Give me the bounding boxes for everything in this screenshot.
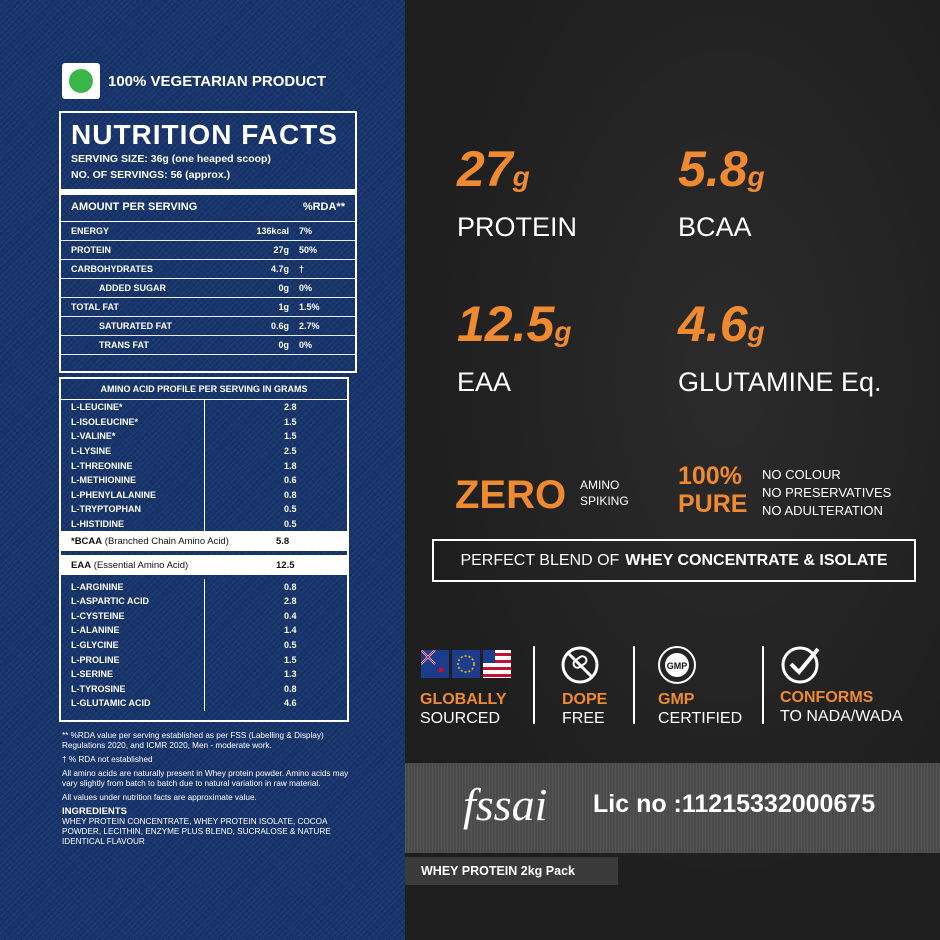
veg-text: 100% VEGETARIAN PRODUCT bbox=[108, 72, 327, 90]
gmp-seal-text: GMP bbox=[666, 661, 688, 671]
nutrient-rda: 7% bbox=[299, 226, 313, 236]
serving-size: SERVING SIZE: 36g (one heaped scoop) bbox=[71, 153, 271, 165]
stat-unit: g bbox=[747, 316, 765, 347]
pack-label: WHEY PROTEIN 2kg Pack bbox=[405, 857, 618, 885]
stat-eaa bbox=[457, 298, 571, 398]
eaa-value: 12.5 bbox=[276, 559, 295, 571]
stat-value: 27 bbox=[457, 141, 513, 197]
check-icon bbox=[780, 643, 822, 685]
nutrient-name: TOTAL FAT bbox=[71, 302, 119, 312]
amino-name: L-ARGININE bbox=[71, 581, 124, 592]
amino-value: 1.5 bbox=[284, 416, 297, 427]
stat-label: PROTEIN bbox=[457, 212, 578, 242]
amino-value: 1.3 bbox=[284, 669, 297, 680]
veg-mark-icon bbox=[62, 63, 100, 99]
amino-name: L-GLYCINE bbox=[71, 640, 119, 651]
nutrient-qty: 0g bbox=[278, 283, 289, 293]
bcaa-row bbox=[61, 531, 347, 551]
amino-value: 0.5 bbox=[284, 519, 297, 530]
pure-item: NO COLOUR bbox=[762, 467, 841, 482]
amino-acid-panel bbox=[59, 377, 349, 722]
eaa-label: EAA bbox=[71, 559, 92, 571]
nutrient-qty: 1g bbox=[278, 302, 289, 312]
nutrient-rda: 1.5% bbox=[299, 302, 320, 312]
amino-name: L-METHIONINE bbox=[71, 475, 136, 486]
amino-value: 1.5 bbox=[284, 431, 297, 442]
amino-value: 0.8 bbox=[284, 683, 297, 694]
ingredients-text: WHEY PROTEIN CONCENTRATE, WHEY PROTEIN ISOLATE, COCOA POWDER, LECITHIN, ENZYME PLUS BLEND, SUCRALOSE & NATURE IDENTICAL FLAVOUR bbox=[62, 817, 331, 846]
bcaa-label: *BCAA bbox=[71, 535, 103, 547]
nutrition-header bbox=[61, 195, 355, 222]
nutrition-row bbox=[61, 260, 355, 279]
amino-name: L-PHENYLALANINE bbox=[71, 489, 156, 500]
amino-value: 0.4 bbox=[284, 610, 297, 621]
amino-name: L-ASPARTIC ACID bbox=[71, 596, 149, 607]
amino-name: L-PROLINE bbox=[71, 654, 120, 665]
zero-line-2: SPIKING bbox=[580, 494, 629, 508]
stat-label: EAA bbox=[457, 367, 512, 397]
footnotes bbox=[62, 731, 352, 851]
amino-value: 0.8 bbox=[284, 581, 297, 592]
pure-item: NO ADULTERATION bbox=[762, 503, 883, 518]
divider bbox=[533, 646, 535, 724]
amino-value: 0.5 bbox=[284, 640, 297, 651]
stat-bcaa bbox=[678, 143, 765, 243]
amino-value: 2.8 bbox=[284, 596, 297, 607]
badge-sub: SOURCED bbox=[420, 710, 501, 727]
stat-protein bbox=[457, 143, 577, 243]
nutrition-row bbox=[61, 241, 355, 260]
stat-unit: g bbox=[747, 161, 765, 192]
pure-item: NO PRESERVATIVES bbox=[762, 485, 892, 500]
nutrition-row bbox=[61, 279, 355, 298]
amino-name: L-GLUTAMIC ACID bbox=[71, 698, 151, 709]
badge-title: CONFORMS bbox=[780, 689, 874, 706]
amino-name: L-TRYPTOPHAN bbox=[71, 504, 142, 515]
divider bbox=[762, 646, 764, 724]
nutrient-name: ADDED SUGAR bbox=[99, 283, 167, 293]
rda-na-note: † % RDA not established bbox=[62, 755, 153, 764]
nutrient-rda: † bbox=[299, 264, 305, 274]
stat-label: GLUTAMINE Eq. bbox=[678, 367, 882, 397]
amino-value: 1.5 bbox=[284, 654, 297, 665]
amino-name: L-CYSTEINE bbox=[71, 610, 125, 621]
nutrition-facts-panel bbox=[59, 111, 357, 373]
nutrition-row bbox=[61, 336, 355, 355]
nutrient-name: ENERGY bbox=[71, 226, 110, 236]
license-number: Lic no :11215332000675 bbox=[593, 790, 876, 818]
badge-sub: FREE bbox=[562, 710, 605, 727]
zero-sub bbox=[580, 477, 629, 509]
nutrient-qty: 136kcal bbox=[256, 226, 289, 236]
nutrition-row bbox=[61, 222, 355, 241]
nutrient-rda: 0% bbox=[299, 340, 313, 350]
amino-value: 0.8 bbox=[284, 489, 297, 500]
amino-name: L-TYROSINE bbox=[71, 683, 126, 694]
badge-sub: TO NADA/WADA bbox=[780, 708, 903, 725]
stat-unit: g bbox=[512, 161, 530, 192]
stat-label: BCAA bbox=[678, 212, 752, 242]
zero-line-1: AMINO bbox=[580, 478, 620, 492]
amino-name: L-LYSINE bbox=[71, 446, 112, 457]
nutrition-title: NUTRITION FACTS bbox=[71, 119, 338, 150]
rda-header: %RDA** bbox=[302, 201, 345, 213]
pure-label bbox=[678, 462, 747, 518]
pure-list bbox=[762, 466, 891, 520]
amino-value: 4.6 bbox=[284, 698, 297, 709]
nutrient-name: CARBOHYDRATES bbox=[71, 264, 153, 274]
amino-name: L-ISOLEUCINE* bbox=[71, 416, 139, 427]
eaa-row bbox=[61, 555, 347, 575]
veg-label bbox=[62, 63, 326, 99]
fssai-logo: fssai bbox=[463, 779, 548, 830]
nutrition-row bbox=[61, 298, 355, 317]
nutrient-qty: 27g bbox=[273, 245, 289, 255]
stat-glutamine bbox=[678, 298, 882, 398]
badge-dope-free bbox=[562, 690, 607, 728]
blend-bold: WHEY CONCENTRATE & ISOLATE bbox=[625, 551, 888, 569]
amount-header: AMOUNT PER SERVING bbox=[71, 201, 198, 213]
stat-value: 5.8 bbox=[678, 141, 748, 197]
nutrient-qty: 0.6g bbox=[270, 321, 289, 331]
no-drugs-icon bbox=[560, 645, 600, 685]
blend-banner bbox=[432, 539, 916, 582]
stat-value: 4.6 bbox=[678, 296, 748, 352]
stat-value: 12.5 bbox=[457, 296, 555, 352]
bcaa-value: 5.8 bbox=[276, 535, 290, 547]
divider bbox=[633, 646, 635, 724]
nutrient-rda: 2.7% bbox=[299, 321, 320, 331]
nutrition-row bbox=[61, 317, 355, 336]
badge-title: DOPE bbox=[562, 691, 608, 708]
nutrient-name: SATURATED FAT bbox=[99, 321, 172, 331]
amino-value: 0.5 bbox=[284, 504, 297, 515]
badge-conforms bbox=[780, 688, 903, 726]
pure-line-2: PURE bbox=[678, 490, 748, 518]
amino-name: L-THREONINE bbox=[71, 460, 133, 471]
amino-note: All amino acids are naturally present in Whey protein powder. Amino acids may vary slightly from batch to batch due to natural variation in raw material. bbox=[62, 769, 349, 788]
amino-value: 2.5 bbox=[284, 446, 297, 457]
amino-value: 1.8 bbox=[284, 460, 297, 471]
blend-text: PERFECT BLEND OF bbox=[460, 551, 620, 569]
flags-icon bbox=[421, 650, 513, 680]
gmp-seal-icon bbox=[657, 645, 697, 685]
rda-note: ** %RDA value per serving established as per FSS (Labelling & Display) Regulations 2020, and ICMR 2020, Men - moderate work. bbox=[62, 731, 324, 750]
amino-value: 1.4 bbox=[284, 625, 297, 636]
pure-line-1: 100% bbox=[678, 462, 742, 490]
nutrient-name: PROTEIN bbox=[71, 245, 112, 255]
zero-label: ZERO bbox=[455, 473, 567, 517]
amino-title: AMINO ACID PROFILE PER SERVING IN GRAMS bbox=[61, 379, 347, 400]
nutrient-rda: 0% bbox=[299, 283, 313, 293]
amino-name: L-VALINE* bbox=[71, 431, 116, 442]
bcaa-desc: (Branched Chain Amino Acid) bbox=[104, 535, 229, 547]
nutrient-rda: 50% bbox=[299, 245, 318, 255]
amino-name: L-HISTIDINE bbox=[71, 519, 124, 530]
nutrient-name: TRANS FAT bbox=[99, 340, 149, 350]
badge-sub: CERTIFIED bbox=[658, 710, 743, 727]
amino-name: L-LEUCINE* bbox=[71, 402, 123, 413]
approx-note: All values under nutrition facts are approximate value. bbox=[62, 793, 257, 802]
badge-title: GLOBALLY bbox=[420, 691, 507, 708]
nutrient-qty: 4.7g bbox=[270, 264, 289, 274]
badge-globally bbox=[420, 690, 507, 728]
ingredients-title: INGREDIENTS bbox=[62, 806, 127, 817]
stat-unit: g bbox=[554, 316, 572, 347]
amino-name: L-SERINE bbox=[71, 669, 114, 680]
nutrient-qty: 0g bbox=[278, 340, 289, 350]
badge-gmp bbox=[658, 690, 742, 728]
badge-title: GMP bbox=[658, 691, 695, 708]
amino-value: 0.6 bbox=[284, 475, 297, 486]
eaa-desc: (Essential Amino Acid) bbox=[93, 559, 189, 571]
amino-value: 2.8 bbox=[284, 402, 297, 413]
amino-name: L-ALANINE bbox=[71, 625, 120, 636]
servings-count: NO. OF SERVINGS: 56 (approx.) bbox=[71, 169, 231, 181]
